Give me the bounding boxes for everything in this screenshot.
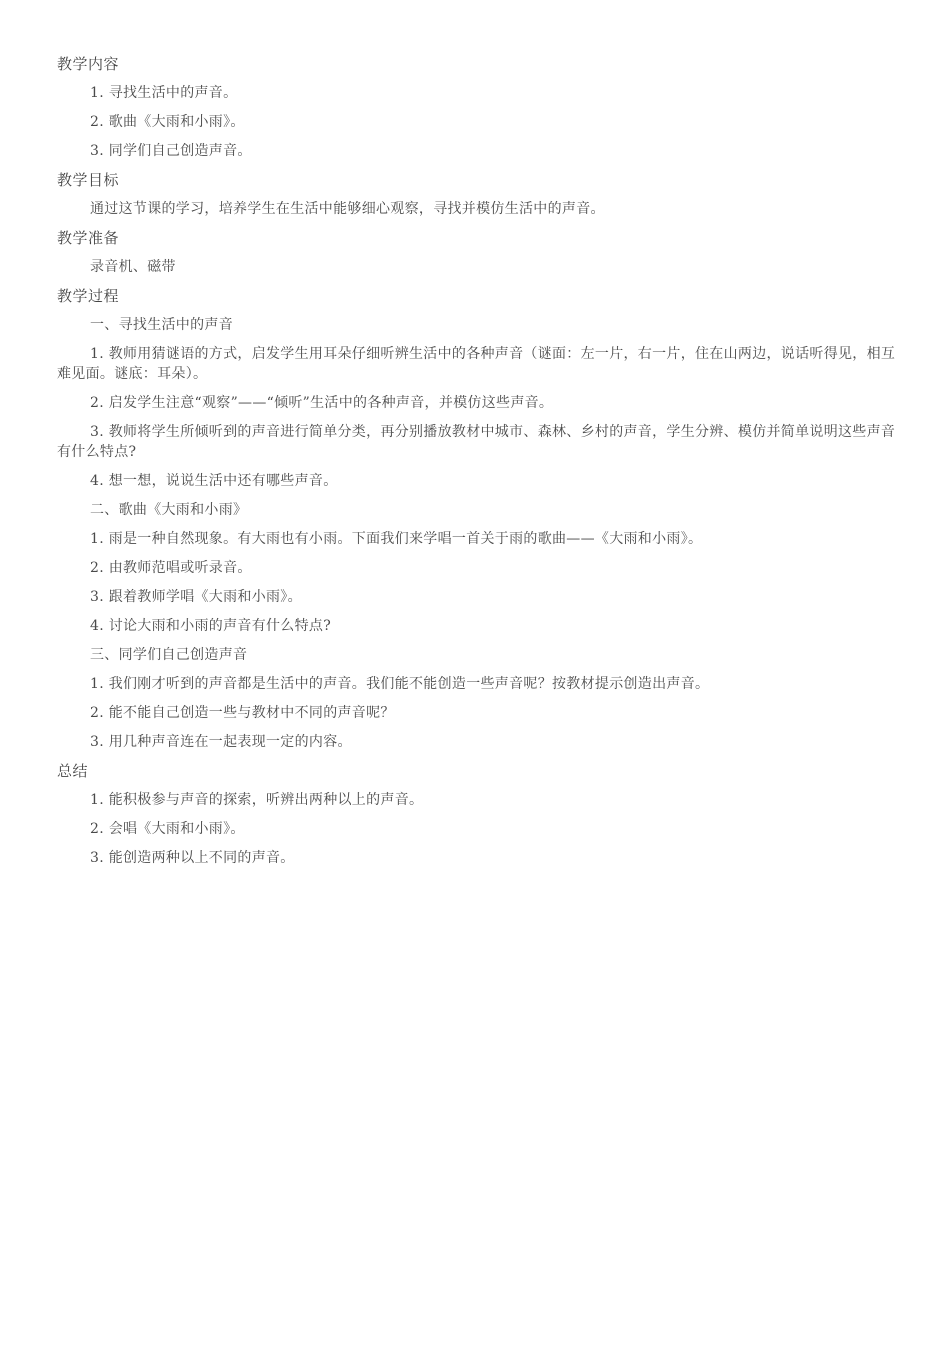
- paragraph: 4. 想一想，说说生活中还有哪些声音。: [90, 473, 338, 489]
- document-body: [57, 54, 897, 877]
- paragraph: 2. 歌曲《大雨和小雨》。: [90, 114, 245, 130]
- section-summary: [57, 761, 897, 868]
- paragraph: 1. 能积极参与声音的探索，听辨出两种以上的声音。: [90, 792, 424, 808]
- paragraph: 1. 寻找生活中的声音。: [90, 85, 238, 101]
- subheading: 三、同学们自己创造声音: [90, 647, 248, 663]
- paragraph: 通过这节课的学习，培养学生在生活中能够细心观察，寻找并模仿生活中的声音。: [90, 201, 605, 217]
- paragraph: 2. 能不能自己创造一些与教材中不同的声音呢？: [90, 705, 395, 721]
- paragraph: 录音机、磁带: [90, 259, 176, 275]
- paragraph: 1. 雨是一种自然现象。有大雨也有小雨。下面我们来学唱一首关于雨的歌曲——《大雨和小雨》。: [90, 531, 703, 547]
- section-teaching-preparation: [57, 228, 897, 277]
- section-teaching-goals: [57, 170, 897, 219]
- section-heading: 教学内容: [57, 55, 120, 73]
- subheading: 一、寻找生活中的声音: [90, 317, 233, 333]
- paragraph: 3. 同学们自己创造声音。: [90, 143, 252, 159]
- paragraph: 3. 用几种声音连在一起表现一定的内容。: [90, 734, 352, 750]
- paragraph: 1. 我们刚才听到的声音都是生活中的声音。我们能不能创造一些声音呢？按教材提示创造出声音。: [90, 676, 710, 692]
- section-heading: 教学准备: [57, 229, 120, 247]
- subheading: 二、歌曲《大雨和小雨》: [90, 502, 248, 518]
- section-heading: 教学目标: [57, 171, 120, 189]
- section-heading: 总结: [57, 762, 89, 780]
- paragraph: 2. 会唱《大雨和小雨》。: [90, 821, 245, 837]
- section-teaching-process: [57, 286, 897, 752]
- section-heading: 教学过程: [57, 287, 120, 305]
- paragraph: 4. 讨论大雨和小雨的声音有什么特点?: [90, 618, 332, 634]
- paragraph: 3. 跟着教师学唱《大雨和小雨》。: [90, 589, 302, 605]
- paragraph: 3. 能创造两种以上不同的声音。: [90, 850, 295, 866]
- section-teaching-content: [57, 54, 897, 161]
- paragraph: 2. 由教师范唱或听录音。: [90, 560, 252, 576]
- paragraph: 1. 教师用猜谜语的方式，启发学生用耳朵仔细听辨生活中的各种声音（谜面：左一片，右一片，住在山两边，说话听得见，相互难见面。谜底：耳朵）。: [57, 346, 896, 382]
- paragraph: 2. 启发学生注意“观察”——“倾听”生活中的各种声音，并模仿这些声音。: [90, 395, 554, 411]
- paragraph: 3. 教师将学生所倾听到的声音进行简单分类，再分别播放教材中城市、森林、乡村的声音，学生分辨、模仿并简单说明这些声音有什么特点?: [57, 424, 896, 460]
